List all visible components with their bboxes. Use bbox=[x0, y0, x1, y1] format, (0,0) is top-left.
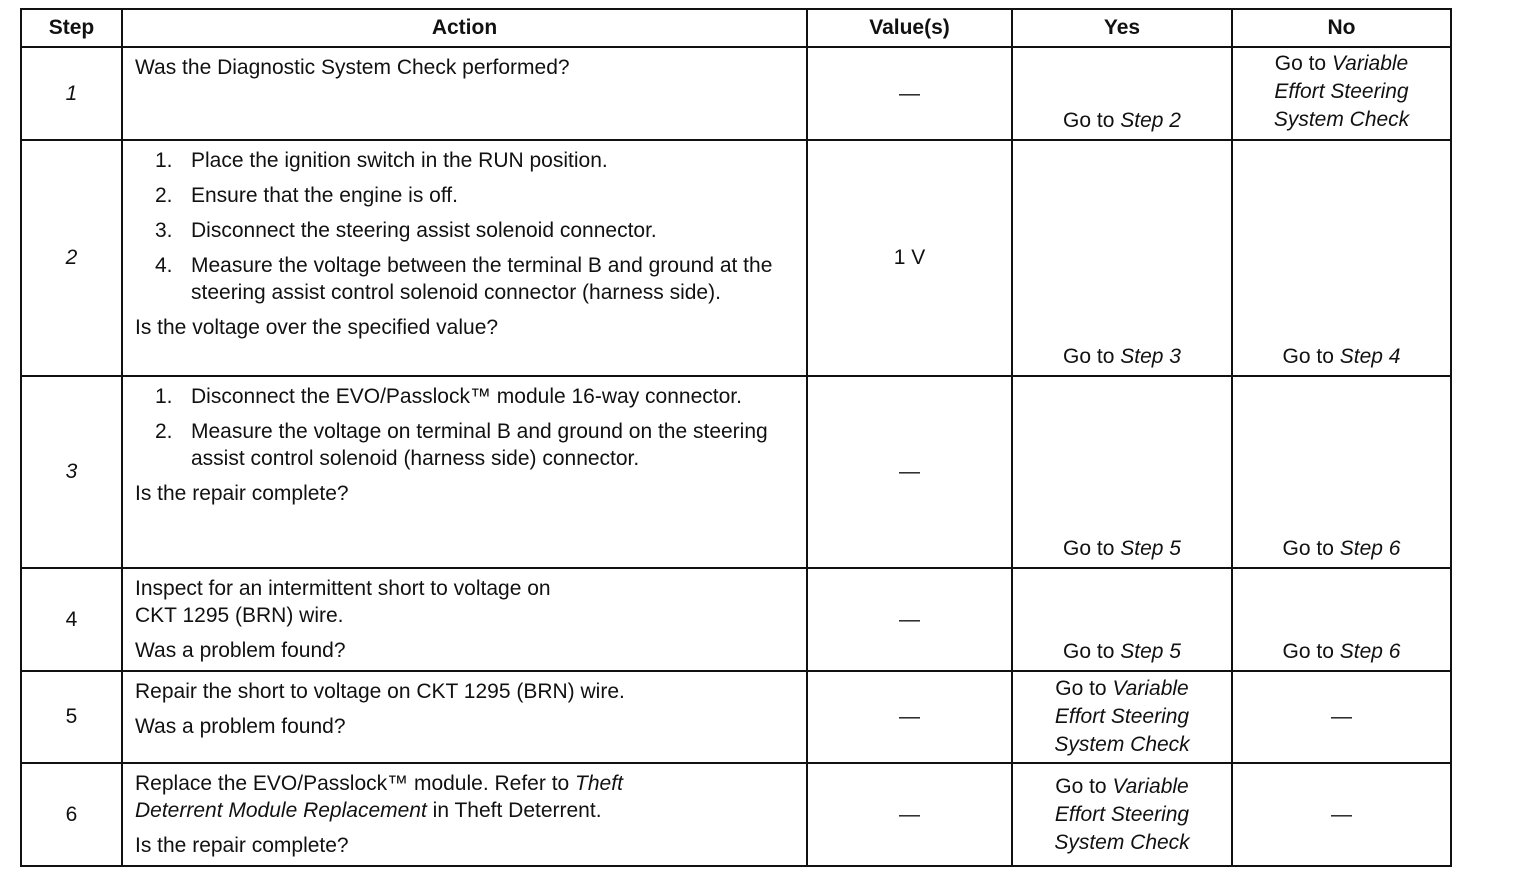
yes-target-link-line2[interactable]: Effort Steering bbox=[1054, 705, 1190, 728]
yes-target-link-line3[interactable]: System Check bbox=[1054, 733, 1190, 756]
action-question: Is the repair complete? bbox=[135, 482, 349, 505]
no-cell: Go to Step 4 bbox=[1232, 140, 1451, 376]
value-cell: 1 V bbox=[807, 140, 1012, 376]
yes-target-link[interactable]: Step 5 bbox=[1120, 640, 1181, 663]
action-question: Was a problem found? bbox=[135, 639, 346, 662]
table-row bbox=[21, 140, 1451, 376]
yes-cell: Go to Step 3 bbox=[1012, 140, 1232, 376]
yes-cell: Go to Variable Effort Steering System Check bbox=[1012, 671, 1232, 763]
action-steps-list bbox=[135, 383, 794, 472]
diagnostic-table bbox=[20, 8, 1452, 867]
action-text: Repair the short to voltage on CKT 1295 (BRN) wire. bbox=[135, 680, 625, 703]
no-target-link[interactable]: Step 4 bbox=[1339, 345, 1401, 368]
action-reference-link[interactable]: Theft bbox=[575, 772, 623, 795]
action-text: Inspect for an intermittent short to voltage on bbox=[135, 577, 551, 600]
yes-cell bbox=[1012, 47, 1232, 140]
no-target-link[interactable]: Step 6 bbox=[1339, 640, 1401, 663]
action-text: in Theft Deterrent. bbox=[426, 799, 602, 822]
header-action: Action bbox=[122, 9, 807, 47]
yes-target-link-line2[interactable]: Effort Steering bbox=[1054, 802, 1190, 826]
yes-target-link-line3[interactable]: System Check bbox=[1054, 830, 1190, 854]
action-reference-link[interactable]: Deterrent Module Replacement bbox=[135, 799, 427, 822]
value-cell: — bbox=[807, 568, 1012, 671]
table-row bbox=[21, 671, 1451, 763]
yes-target-link[interactable]: Variable bbox=[1112, 677, 1189, 700]
action-text: Replace the EVO/Passlock™ module. Refer to bbox=[135, 772, 576, 795]
action-question: Was a problem found? bbox=[135, 715, 346, 738]
no-cell bbox=[1232, 47, 1451, 140]
value-cell: — bbox=[807, 47, 1012, 140]
action-step-item: 2. Ensure that the engine is off. bbox=[155, 184, 458, 207]
header-step: Step bbox=[21, 9, 122, 47]
action-cell bbox=[122, 671, 807, 763]
step-number: 4 bbox=[21, 568, 122, 671]
action-steps-list bbox=[135, 147, 794, 306]
table-row bbox=[21, 376, 1451, 568]
step-number: 2 bbox=[21, 140, 122, 376]
no-target-link[interactable]: Step 6 bbox=[1339, 537, 1401, 560]
action-question: Is the voltage over the specified value? bbox=[135, 316, 499, 339]
step-number: 6 bbox=[21, 763, 122, 866]
no-cell: Go to Step 6 bbox=[1232, 376, 1451, 568]
yes-cell: Go to Variable Effort Steering System Check bbox=[1012, 763, 1232, 866]
step-number: 3 bbox=[21, 376, 122, 568]
action-text: CKT 1295 (BRN) wire. bbox=[135, 604, 344, 627]
yes-prefix: Go to bbox=[1063, 109, 1121, 132]
no-cell: — bbox=[1232, 763, 1451, 866]
action-question: Is the repair complete? bbox=[135, 834, 349, 857]
action-step-item: 1. Place the ignition switch in the RUN position. bbox=[155, 149, 608, 172]
action-step-item: 4. Measure the voltage between the terminal B and ground at the steering assist control solenoid connector (harness side). bbox=[155, 254, 773, 304]
header-values: Value(s) bbox=[807, 9, 1012, 47]
action-cell bbox=[122, 140, 807, 376]
action-step-item: 2. Measure the voltage on terminal B and ground on the steering assist control solenoid (harness side) connector. bbox=[155, 420, 768, 470]
action-cell bbox=[122, 376, 807, 568]
no-prefix: Go to bbox=[1274, 52, 1332, 75]
value-cell: — bbox=[807, 376, 1012, 568]
header-yes: Yes bbox=[1012, 9, 1232, 47]
yes-cell: Go to Step 5 bbox=[1012, 568, 1232, 671]
table-row bbox=[21, 47, 1451, 140]
no-target-link[interactable]: Variable bbox=[1331, 52, 1409, 75]
yes-target-link[interactable]: Variable bbox=[1112, 774, 1189, 798]
action-cell bbox=[122, 763, 807, 866]
header-no: No bbox=[1232, 9, 1451, 47]
header-row bbox=[21, 9, 1451, 47]
step-number: 5 bbox=[21, 671, 122, 763]
yes-target-link[interactable]: Step 2 bbox=[1120, 109, 1181, 132]
action-step-item: 1. Disconnect the EVO/Passlock™ module 16-way connector. bbox=[155, 385, 742, 408]
action-cell bbox=[122, 47, 807, 140]
no-cell: Go to Step 6 bbox=[1232, 568, 1451, 671]
no-target-link-line3[interactable]: System Check bbox=[1273, 108, 1410, 131]
yes-cell: Go to Step 5 bbox=[1012, 376, 1232, 568]
value-cell: — bbox=[807, 763, 1012, 866]
yes-target-link[interactable]: Step 3 bbox=[1120, 345, 1181, 368]
table-row bbox=[21, 763, 1451, 866]
action-cell bbox=[122, 568, 807, 671]
no-cell: — bbox=[1232, 671, 1451, 763]
yes-target-link[interactable]: Step 5 bbox=[1120, 537, 1181, 560]
action-text: Was the Diagnostic System Check performed? bbox=[135, 56, 570, 79]
step-number: 1 bbox=[21, 47, 122, 140]
action-step-item: 3. Disconnect the steering assist solenoid connector. bbox=[155, 219, 657, 242]
no-target-link-line2[interactable]: Effort Steering bbox=[1274, 80, 1409, 103]
table-row bbox=[21, 568, 1451, 671]
value-cell: — bbox=[807, 671, 1012, 763]
